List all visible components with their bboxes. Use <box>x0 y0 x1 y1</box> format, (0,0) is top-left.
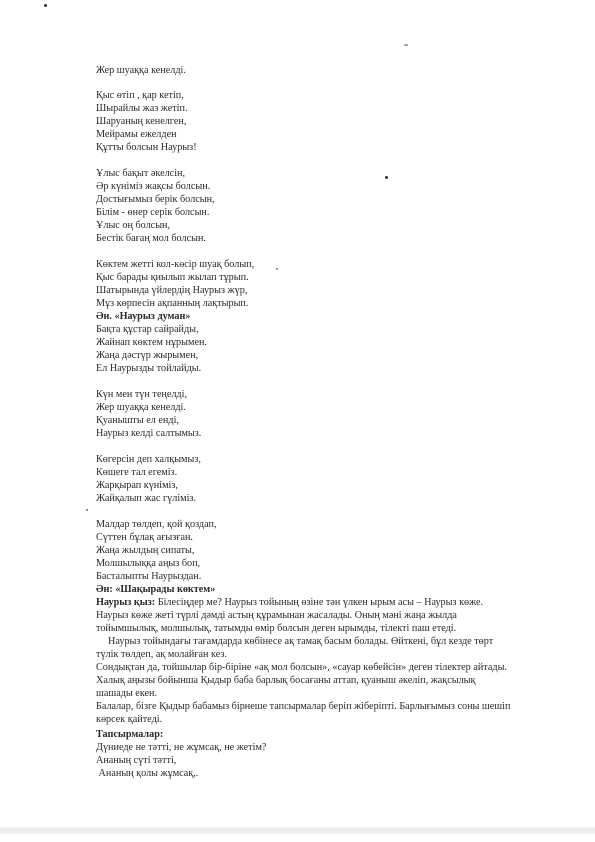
prose-line: түлік төлдеп, ақ молайған кез. <box>96 649 227 660</box>
poem-line: Жайқалып жас гүліміз. <box>96 493 196 504</box>
scan-bottom-edge <box>0 826 595 834</box>
poem-line: Мейрамы ежелден <box>96 129 177 140</box>
scan-speck <box>86 509 88 511</box>
poem-line: Малдар төлдеп, қой қоздап, <box>96 519 217 530</box>
prose-text: Білесіңдер ме? Наурыз тойының өзіне тән үлкен ырым асы – Наурыз көже. <box>155 597 484 608</box>
task-line: Ананың қолы жұмсақ,. <box>96 768 199 779</box>
poem-line: Ұлыс оң болсын, <box>96 220 171 231</box>
poem-line: Ұлыс бақыт әкелсін, <box>96 168 186 179</box>
prose-line: тойымшылық, молшылық, татымды өмір болсын деген ырымды, тілекті паш етеді. <box>96 623 457 634</box>
prose-line: Балалар, бізге Қыдыр бабамыз бірнеше тапсырмалар беріп жіберіпті. Барлығымыз соны шешіп <box>96 701 511 712</box>
scan-speck <box>404 44 408 46</box>
speaker-label: Наурыз қыз: <box>96 597 156 608</box>
poem-line: Көшеге тал егеміз. <box>96 467 178 478</box>
prose-line: Наурыз көже жеті түрлі дәмді астың құрамынан жасалады. Оның мәні жаңа жылда <box>96 610 457 621</box>
scan-speck <box>385 176 388 179</box>
poem-line: Мұз көрпесін ақпанның лақтырып. <box>96 298 249 309</box>
poem-line: Басталыпты Наурыздан. <box>96 571 202 582</box>
tasks-title: Тапсырмалар: <box>96 729 164 740</box>
prose-line: Халық аңызы бойынша Қыдыр баба барлық босағаны аттап, қуаныш әкеліп, жақсылық <box>96 675 476 686</box>
poem-line: Наурыз келді салтымыз. <box>96 428 202 439</box>
poem-line: Молшылыққа аңыз боп, <box>96 558 201 569</box>
prose-line: Наурыз тойындағы тағамдарда көбінесе ақ тамақ басым болады. Өйткені, бұл кезде төрт <box>108 636 494 647</box>
poem-line: Достығымыз берік болсын, <box>96 194 215 205</box>
task-line: Ананың сүті тәтті, <box>96 755 177 766</box>
poem-line: Жарқырап күніміз, <box>96 480 178 491</box>
song-title: Ән: «Шақырады көктем» <box>96 584 216 595</box>
poem-line: Жаңа жылдың сипаты, <box>96 545 195 556</box>
poem-line: Ел Наурызды тойлайды. <box>96 363 202 374</box>
poem-line: Қыс барады қиылып жылап тұрып. <box>96 272 249 283</box>
prose-line: Сондықтан да, тойшылар бір-біріне «ақ мол болсын», «сауар көбейсін» деген тілектер айтады. <box>96 662 507 673</box>
song-title: Ән. «Наурыз думан» <box>96 311 191 322</box>
prose-line: көрсек қайтеді. <box>96 714 163 725</box>
poem-line: Бақта құстар сайрайды, <box>96 324 199 335</box>
poem-line: Шаруаның кенелген, <box>96 116 187 127</box>
scan-speck <box>276 268 278 270</box>
prose-line <box>96 596 483 609</box>
poem-line: Көгерсін деп халқымыз, <box>96 454 201 465</box>
poem-line: Күн мен түн теңелді, <box>96 389 187 400</box>
prose-line: шашады екен. <box>96 688 158 699</box>
poem-line: Әр күніміз жақсы болсын. <box>96 181 211 192</box>
poem-line: Шатырында үйлердің Наурыз жүр, <box>96 285 248 296</box>
poem-line: Қуанышты ел енді, <box>96 415 179 426</box>
poem-line: Білім - өнер серік болсын. <box>96 207 210 218</box>
poem-line: Шырайлы жаз жетіп. <box>96 103 188 114</box>
poem-line: Құтты болсын Наурыз! <box>96 142 197 153</box>
poem-line: Жер шуаққа кенелді. <box>96 402 186 413</box>
poem-line: Қыс өтіп , қар кетіп, <box>96 90 184 101</box>
poem-line: Сүттен бұлақ ағызған. <box>96 532 193 543</box>
poem-line: Көктем жетті кол-көсір шуақ болып, <box>96 259 255 270</box>
task-line: Дүниеде не тәтті, не жұмсақ, не жетім? <box>96 742 267 753</box>
poem-line: Бестік бағаң мол болсын. <box>96 233 206 244</box>
poem-line: Жайнап көктем нұрымен. <box>96 337 207 348</box>
poem-line: Жаңа дәстүр жырымен, <box>96 350 199 361</box>
poem-line: Жер шуаққа кенелді. <box>96 65 186 76</box>
scan-speck <box>44 4 47 7</box>
